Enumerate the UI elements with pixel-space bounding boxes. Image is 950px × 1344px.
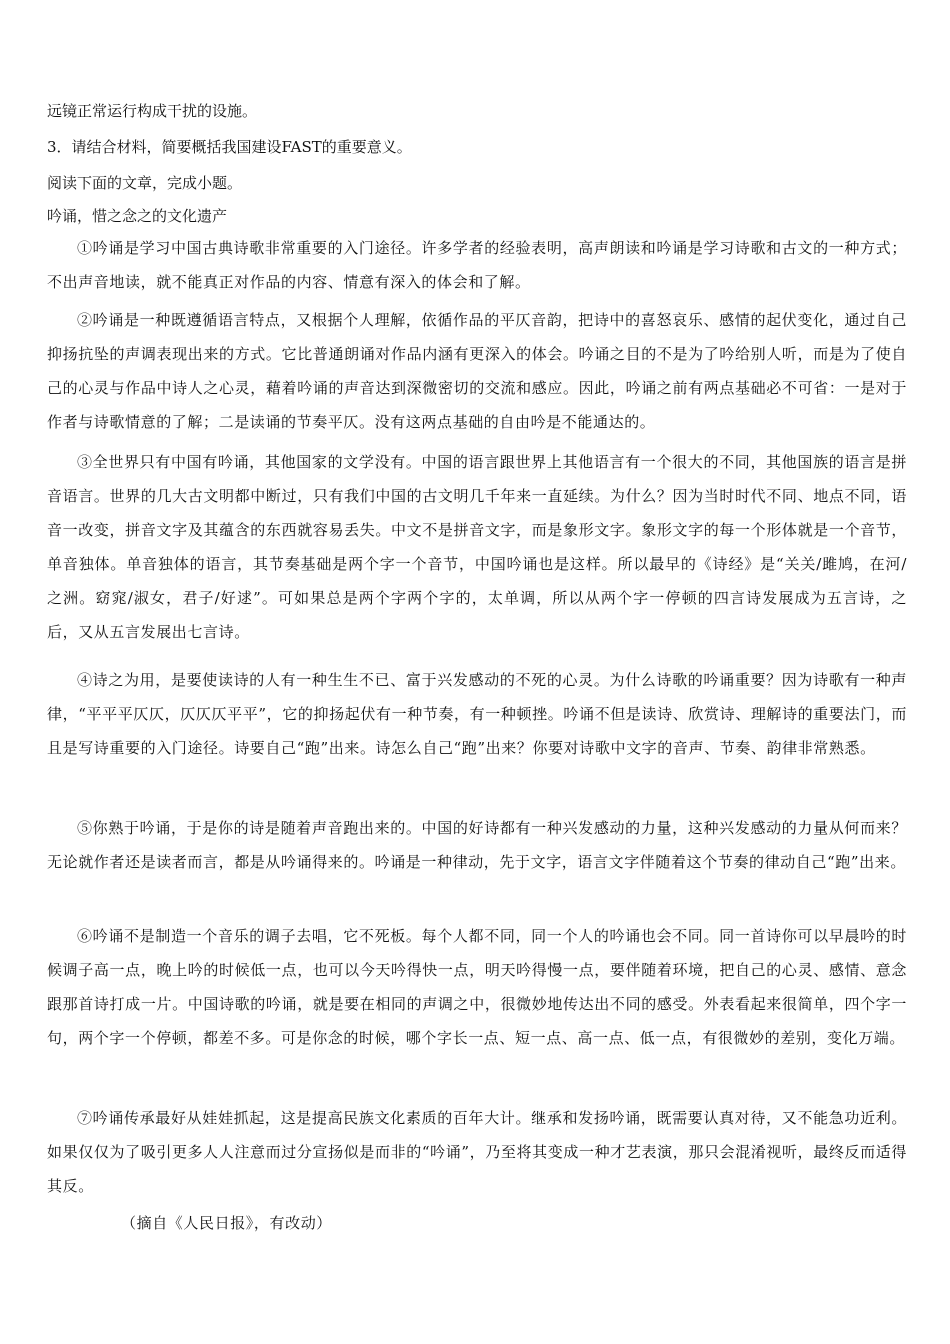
article-title: 吟诵，惜之念之的文化遗产: [47, 207, 228, 225]
paragraph-5: ⑤你熟于吟诵，于是你的诗是随着声音跑出来的。中国的好诗都有一种兴发感动的力量，这种兴发感动的力量从何而来？无论就作者还是读者而言，都是从吟诵得来的。吟诵是一种律动，先于文字，语言文字伴随着这个节奏的律动自己“跑”出来。: [47, 819, 907, 871]
paragraph-2: ②吟诵是一种既遵循语言特点，又根据个人理解，依循作品的平仄音韵，把诗中的喜怒哀乐、感情的起伏变化，通过自己抑扬抗坠的声调表现出来的方式。它比普通朗诵对作品内涵有更深入的体会。吟诵之目的不是为了吟给别人听，而是为了使自己的心灵与作品中诗人之心灵，藉着吟诵的声音达到深微密切的交流和感应。因此，吟诵之前有两点基础必不可省：一是对于作者与诗歌情意的了解；二是读诵的节奏平仄。没有这两点基础的自由吟是不能通达的。: [47, 311, 907, 431]
previous-text-fragment: 远镜正常运行构成干扰的设施。: [47, 102, 258, 120]
paragraph-4: ④诗之为用，是要使读诗的人有一种生生不已、富于兴发感动的不死的心灵。为什么诗歌的吟诵重要？因为诗歌有一种声律，“平平平仄仄，仄仄仄平平”，它的抑扬起伏有一种节奏，有一种顿挫。吟诵不但是读诗、欣赏诗、理解诗的重要法门，而且是写诗重要的入门途径。诗要自己“跑”出来。诗怎么自己“跑”出来？你要对诗歌中文字的音声、节奏、韵律非常熟悉。: [47, 671, 907, 757]
source-note: （摘自《人民日报》，有改动）: [121, 1214, 332, 1232]
question-3: 3．请结合材料，简要概括我国建设FAST的重要意义。: [47, 138, 412, 156]
paragraph-7: ⑦吟诵传承最好从娃娃抓起，这是提高民族文化素质的百年大计。继承和发扬吟诵，既需要认真对待，又不能急功近利。如果仅仅为了吸引更多人人注意而过分宣扬似是而非的“吟诵”，乃至将其变成一种才艺表演，那只会混淆视听，最终反而适得其反。: [47, 1109, 907, 1195]
paragraph-6: ⑥吟诵不是制造一个音乐的调子去唱，它不死板。每个人都不同，同一个人的吟诵也会不同。同一首诗你可以早晨吟的时候调子高一点，晚上吟的时候低一点，也可以今天吟得快一点，明天吟得慢一点，要伴随着环境，把自己的心灵、感情、意念跟那首诗打成一片。中国诗歌的吟诵，就是要在相同的声调之中，很微妙地传达出不同的感受。外表看起来很简单，四个字一句，两个字一个停顿，都差不多。可是你念的时候，哪个字长一点、短一点、高一点、低一点，有很微妙的差别，变化万端。: [47, 927, 907, 1047]
paragraph-1: ①吟诵是学习中国古典诗歌非常重要的入门途径。许多学者的经验表明，高声朗读和吟诵是学习诗歌和古文的一种方式；不出声音地读，就不能真正对作品的内容、情意有深入的体会和了解。: [47, 239, 907, 291]
paragraph-3: ③全世界只有中国有吟诵，其他国家的文学没有。中国的语言跟世界上其他语言有一个很大的不同，其他国族的语言是拼音语言。世界的几大古文明都中断过，只有我们中国的古文明几千年来一直延续。为什么？因为当时时代不同、地点不同，语音一改变，拼音文字及其蕴含的东西就容易丢失。中文不是拼音文字，而是象形文字。象形文字的每一个形体就是一个音节，单音独体。单音独体的语言，其节奏基础是两个字一个音节，中国吟诵也是这样。所以最早的《诗经》是“关关/雎鸠，在河/之洲。窈窕/淑女，君子/好逑”。可如果总是两个字两个字的，太单调，所以从两个字一停顿的四言诗发展成为五言诗，之后，又从五言发展出七言诗。: [47, 453, 907, 641]
reading-instruction: 阅读下面的文章，完成小题。: [47, 174, 243, 192]
